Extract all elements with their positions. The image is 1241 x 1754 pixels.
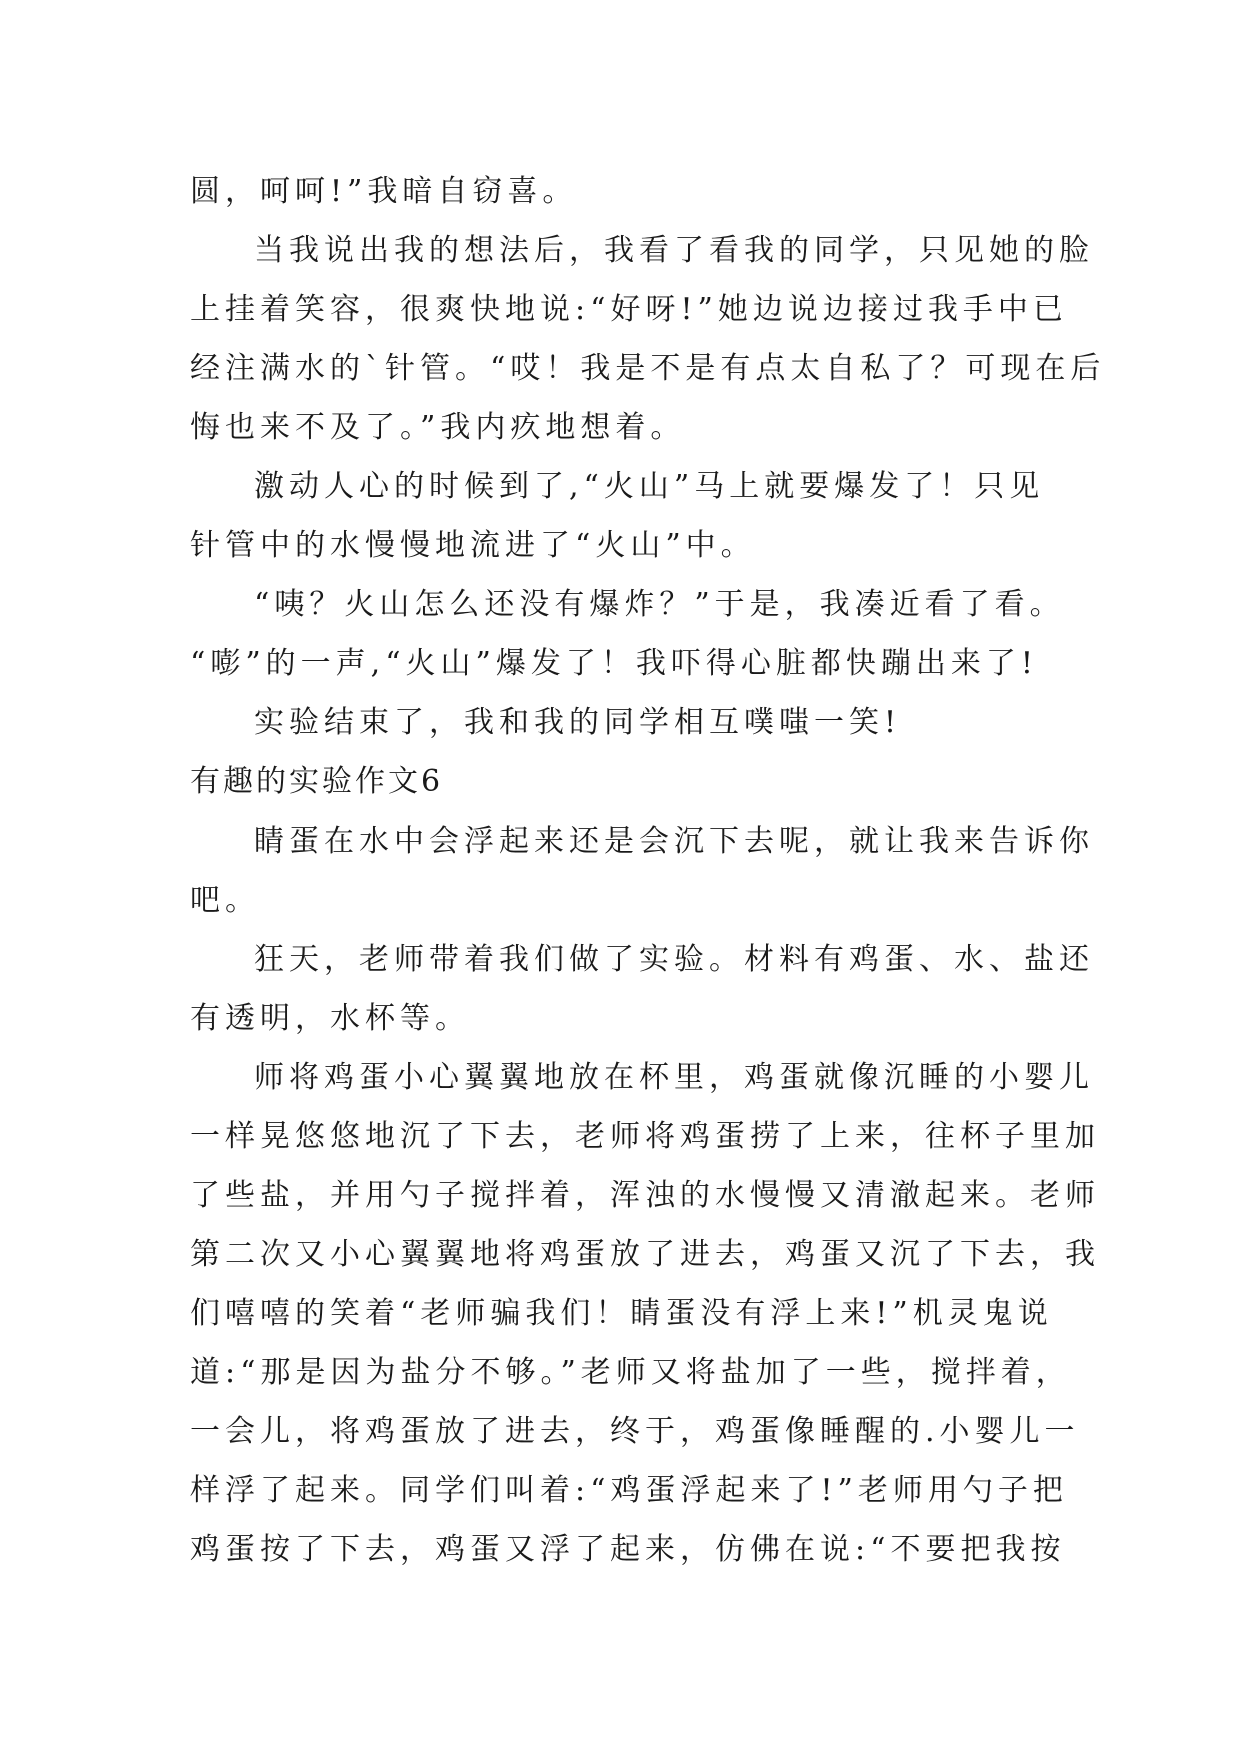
text-line: 们嘻嘻的笑着“老师骗我们！睛蛋没有浮上来!”机灵鬼说: [190, 1296, 1053, 1331]
text-line: 实验结束了，我和我的同学相互噗嗤一笑!: [254, 705, 902, 740]
text-line: 圆，呵呵!”我暗自窃喜。: [190, 174, 578, 209]
paragraph: [190, 162, 1070, 221]
text-line: 样浮了起来。同学们叫着:“鸡蛋浮起来了!”老师用勺子把: [190, 1473, 1068, 1508]
paragraph: [190, 457, 1070, 575]
text-line: 了些盐，并用勺子搅拌着，浑浊的水慢慢又清澈起来。老师: [190, 1178, 1100, 1213]
text-line: 经注满水的`针管。“哎！我是不是有点太自私了？可现在后: [190, 351, 1106, 386]
paragraph: [190, 1048, 1100, 1579]
document-body: [190, 162, 1106, 1579]
text-line: 狂天，老师带着我们做了实验。材料有鸡蛋、水、盐还: [254, 942, 1094, 977]
text-line: 第二次又小心翼翼地将鸡蛋放了进去，鸡蛋又沉了下去，我: [190, 1237, 1100, 1272]
paragraph: [190, 575, 1070, 693]
text-line: 激动人心的时候到了,“火山”马上就要爆发了！只见: [254, 469, 1045, 504]
text-line: 悔也来不及了。”我内疚地想着。: [190, 410, 686, 445]
text-line: 一会儿，将鸡蛋放了进去，终于，鸡蛋像睡醒的.小婴儿一: [190, 1414, 1080, 1449]
paragraph: [190, 930, 1094, 1048]
text-line: “嘭”的一声,“火山”爆发了！我吓得心脏都快蹦出来了!: [190, 646, 1038, 681]
paragraph: [190, 812, 1094, 930]
text-line: 道:“那是因为盐分不够。”老师又将盐加了一些，搅拌着，: [190, 1355, 1071, 1390]
text-line: 吧。: [190, 883, 260, 918]
text-line: 一样晃悠悠地沉了下去，老师将鸡蛋捞了上来，往杯子里加: [190, 1119, 1100, 1154]
text-line: 当我说出我的想法后，我看了看我的同学，只见她的脸: [254, 233, 1094, 268]
text-line: “咦？火山怎么还没有爆炸？”于是，我凑近看了看。: [254, 587, 1065, 622]
paragraph: [190, 693, 1070, 752]
text-line: 上挂着笑容，很爽快地说:“好呀!”她边说边接过我手中已: [190, 292, 1068, 327]
section-heading: 有趣的实验作文6: [190, 764, 444, 799]
paragraph: [190, 221, 1106, 457]
text-line: 睛蛋在水中会浮起来还是会沉下去呢，就让我来告诉你: [254, 824, 1094, 859]
text-line: 鸡蛋按了下去，鸡蛋又浮了起来，仿佛在说:“不要把我按: [190, 1532, 1066, 1567]
text-line: 针管中的水慢慢地流进了“火山”中。: [190, 528, 756, 563]
section-heading-block: [190, 752, 1070, 812]
text-line: 师将鸡蛋小心翼翼地放在杯里，鸡蛋就像沉睡的小婴儿: [254, 1060, 1094, 1095]
text-line: 有透明，水杯等。: [190, 1001, 470, 1036]
